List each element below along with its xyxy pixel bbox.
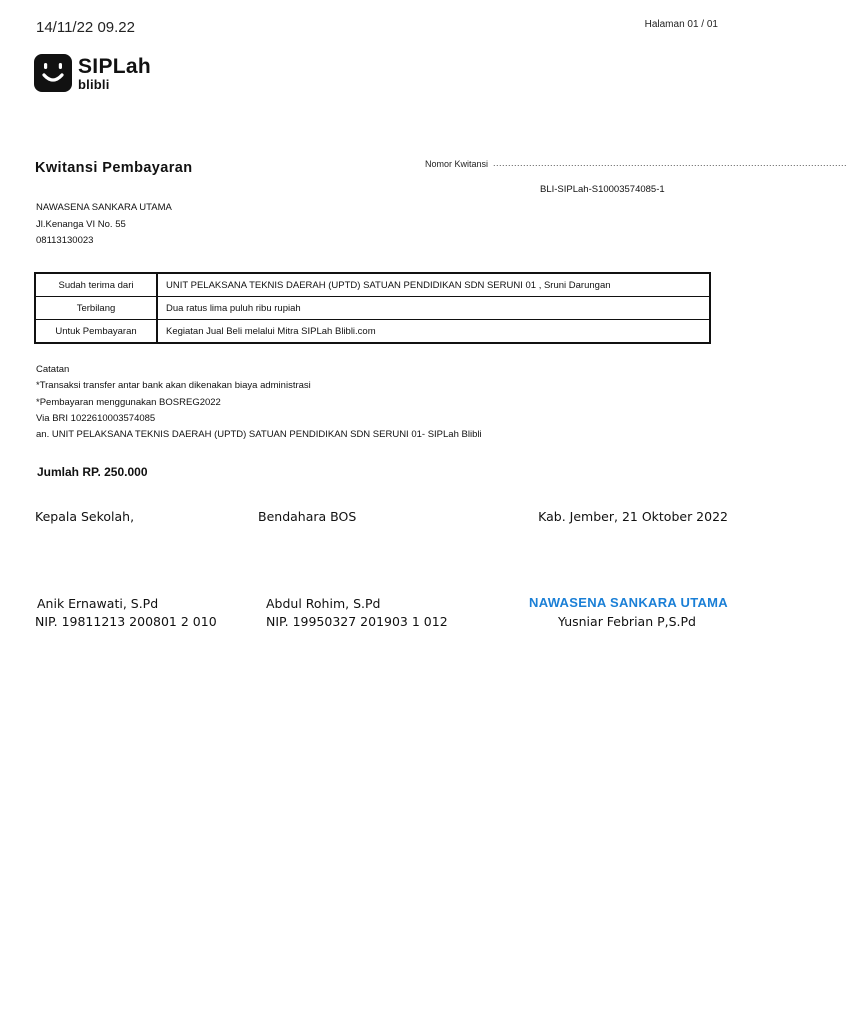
seller-phone: 08113130023 xyxy=(36,235,94,246)
smile-icon xyxy=(34,54,72,92)
row-value: Dua ratus lima puluh ribu rupiah xyxy=(157,297,710,320)
nomor-kwitansi-dots: ...................................................................................................................... xyxy=(493,158,847,168)
row-label: Terbilang xyxy=(35,297,157,320)
vendor-company-name: NAWASENA SANKARA UTAMA xyxy=(529,595,728,610)
seller-address: Jl.Kenanga VI No. 55 xyxy=(36,218,126,230)
siplah-logo xyxy=(34,54,151,92)
row-value: Kegiatan Jual Beli melalui Mitra SIPLah Blibli.com xyxy=(157,320,710,344)
table-row xyxy=(35,320,710,344)
total-amount: Jumlah RP. 250.000 xyxy=(37,465,148,479)
nomor-kwitansi-value: BLI-SIPLah-S10003574085-1 xyxy=(540,184,665,195)
nomor-kwitansi-label: Nomor Kwitansi xyxy=(425,159,489,169)
bendahara-nip: NIP. 19950327 201903 1 012 xyxy=(266,614,448,629)
seller-info xyxy=(36,200,172,250)
place-date: Kab. Jember, 21 Oktober 2022 xyxy=(538,509,728,524)
brand-name: SIPLah xyxy=(78,54,151,78)
note-line: an. UNIT PELAKSANA TEKNIS DAERAH (UPTD) SATUAN PENDIDIKAN SDN SERUNI 01- SIPLah Blibli xyxy=(36,429,482,441)
note-line: Via BRI 1022610003574085 xyxy=(36,412,156,424)
table-row xyxy=(35,273,710,297)
document-title: Kwitansi Pembayaran xyxy=(35,160,193,176)
kepala-sekolah-nip: NIP. 19811213 200801 2 010 xyxy=(35,614,217,629)
vendor-signatory: Yusniar Febrian P,S.Pd xyxy=(558,614,696,629)
page-number: Halaman 01 / 01 xyxy=(644,19,718,30)
row-label: Sudah terima dari xyxy=(35,273,157,297)
notes-title: Catatan xyxy=(36,364,70,375)
seller-name: NAWASENA SANKARA UTAMA xyxy=(36,202,172,213)
row-label: Untuk Pembayaran xyxy=(35,320,157,344)
receipt-table xyxy=(34,272,711,344)
brand-sub: blibli xyxy=(78,76,110,92)
note-line: *Transaksi transfer antar bank akan dikenakan biaya administrasi xyxy=(36,380,311,392)
bendahara-name: Abdul Rohim, S.Pd xyxy=(266,596,381,611)
kepala-sekolah-name: Anik Ernawati, S.Pd xyxy=(37,596,159,611)
table-row xyxy=(35,297,710,320)
notes-section xyxy=(36,362,482,443)
note-line: *Pembayaran menggunakan BOSREG2022 xyxy=(36,396,221,408)
bendahara-title: Bendahara BOS xyxy=(258,509,357,524)
row-value: UNIT PELAKSANA TEKNIS DAERAH (UPTD) SATUAN PENDIDIKAN SDN SERUNI 01 , Sruni Darungan xyxy=(157,273,710,297)
kepala-sekolah-title: Kepala Sekolah, xyxy=(35,509,135,524)
print-timestamp: 14/11/22 09.22 xyxy=(36,19,135,36)
